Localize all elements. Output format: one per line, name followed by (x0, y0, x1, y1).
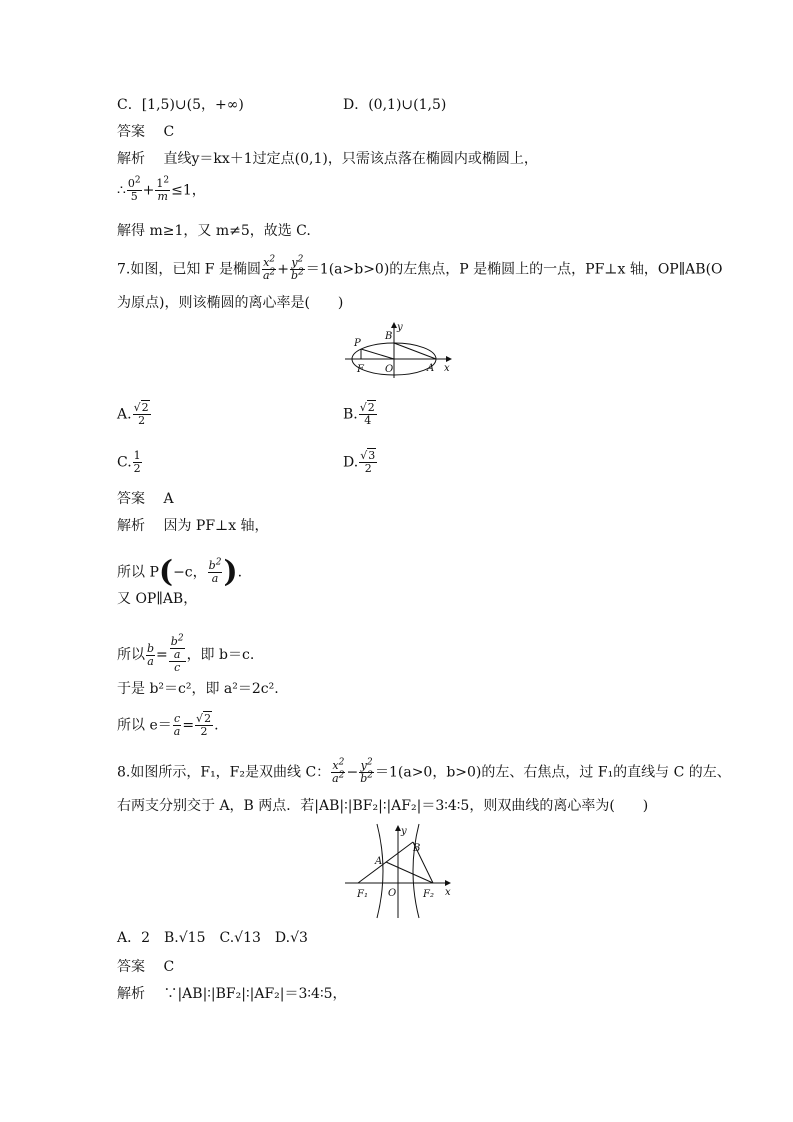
q8-stem-line1: 8.如图所示，F₁，F₂是双曲线 C： $\frac{x^2}{a^2}$ − $\frac{y^2}{b^2}$ ＝1(a>0，b>0)的左、右焦点，过 F₁的直线与 C 的左、 (117, 757, 731, 785)
q8-hyperbola-figure (345, 822, 455, 920)
x-axis-arrow (445, 880, 451, 886)
x-axis-arrow (446, 356, 452, 362)
answer-value: C (163, 959, 175, 975)
fig-label-x: x (445, 887, 451, 898)
fig-label-b: B (413, 843, 421, 854)
analysis-label: 解析 (117, 151, 145, 167)
fig-label-x: x (444, 363, 450, 374)
segment-a-f2 (386, 862, 433, 883)
analysis-label: 解析 (117, 518, 145, 534)
q7-analysis-slope: 所以 $\frac{b}{a}$ = $\frac{\frac{b^2}{a}}{c}$ ，即 b＝c. (117, 633, 255, 674)
q8-options: A．2 B.√15 C.√13 D.√3 (117, 930, 308, 946)
fig-label-f1: F₁ (357, 889, 368, 900)
q8-analysis-row: 解析 ∵|AB|∶|BF₂|∶|AF₂|＝3∶4∶5， (117, 986, 347, 1002)
q6-option-d: D．(0,1)∪(1,5) (343, 97, 447, 113)
q7-option-d: D. $\frac{√3}{2}$ (343, 449, 376, 475)
fig-label-a: A (427, 363, 435, 374)
q7-analysis-row: 解析 因为 PF⊥x 轴， (117, 518, 269, 534)
q7-analysis-parallel: 又 OP∥AB， (117, 591, 198, 607)
fig-label-f2: F₂ (423, 889, 434, 900)
hyperbola-right-branch (413, 824, 419, 918)
q7-analysis-point-p: 所以 P(−c， $\frac{b^2}{a}$ ). (117, 554, 243, 590)
q7-analysis-eccentricity: 所以 e＝ $\frac{c}{a}$ = $\frac{√2}{2}$ . (117, 712, 219, 738)
analysis-text: 直线y＝kx＋1过定点(0,1)，只需该点落在椭圆内或椭圆上， (163, 151, 538, 167)
fig-label-y: y (397, 322, 403, 333)
q7-analysis-relation: 于是 b²＝c²，即 a²＝2c². (117, 681, 279, 697)
answer-label: 答案 (117, 959, 145, 975)
answer-value: C (163, 124, 175, 140)
fig-label-o: O (388, 888, 397, 899)
q7-answer-row (117, 490, 174, 508)
answer-value: A (163, 491, 174, 507)
q7-option-a: A. $\frac{√2}{2}$ (117, 401, 149, 427)
q6-solve-text: 解得 m≥1，又 m≠5，故选 C. (117, 223, 311, 239)
hyperbola-left-branch (377, 824, 383, 918)
fig-label-f: F (357, 364, 364, 375)
q6-option-c: C．[1,5)∪(5，+∞) (117, 97, 244, 113)
q8-stem-line2: 右两支分别交于 A，B 两点．若|AB|∶|BF₂|∶|AF₂|＝3∶4∶5，则双曲线的离心率为( ) (117, 798, 649, 814)
q7-stem-line2: 为原点)，则该椭圆的离心率是( ) (117, 295, 344, 311)
q6-analysis-row (117, 150, 538, 168)
segment-f1-b (358, 842, 413, 883)
fig-label-a: A (375, 856, 383, 867)
q7-option-c: C. $\frac{1}{2}$ (117, 449, 141, 475)
q7-stem-line1: 7.如图，已知 F 是椭圆 $\frac{x^2}{a^2}$ + $\frac{y^2}{b^2}$ ＝1(a>b>0)的左焦点，P 是椭圆上的一点，PF⊥x 轴，OP∥AB(O (117, 254, 723, 282)
analysis-label: 解析 (117, 986, 145, 1002)
q6-answer-row (117, 123, 174, 141)
answer-label: 答案 (117, 491, 145, 507)
q8-answer-row (117, 958, 174, 976)
segment-op (361, 349, 394, 359)
q7-option-b: B. $\frac{√2}{4}$ (343, 401, 375, 427)
answer-label: 答案 (117, 124, 145, 140)
fig-label-p: P (354, 338, 361, 349)
q6-condition-formula: ∴ $\frac{0^2}{5}$ + $\frac{1^2}{m}$ ≤1， (117, 175, 206, 203)
fig-label-b: B (385, 331, 393, 342)
q7-ellipse-figure (340, 318, 455, 380)
fig-label-y: y (401, 826, 407, 837)
fig-label-o: O (385, 364, 394, 375)
